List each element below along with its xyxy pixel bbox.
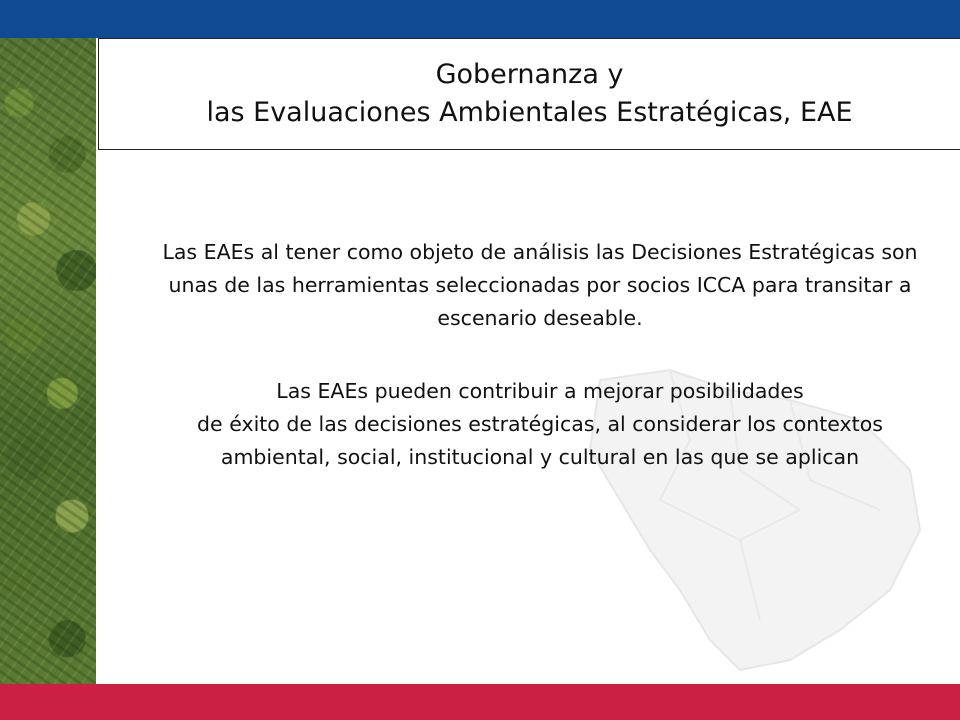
forest-aerial-photo [0, 38, 96, 684]
paragraph-1: Las EAEs al tener como objeto de análisis las Decisiones Estratégicas son unas de las herramientas seleccionadas por socios ICCA para transitar a escenario deseable. [162, 240, 918, 330]
slide-title-box [98, 38, 960, 150]
forest-texture [0, 38, 96, 684]
slide-title-line-1: Gobernanza y [435, 59, 624, 90]
paragraph-2-line-2: de éxito de las decisiones estratégicas, al considerar los contextos ambiental, social, institucional y cultural en las que se aplican [197, 412, 883, 469]
top-color-band [0, 0, 960, 38]
slide-body [140, 236, 940, 474]
paragraph-2-line-1: Las EAEs pueden contribuir a mejorar posibilidades [276, 379, 804, 403]
bottom-color-band [0, 684, 960, 720]
slide-title-line-2: las Evaluaciones Ambientales Estratégicas, EAE [206, 97, 853, 128]
paragraph-spacer [140, 335, 940, 375]
